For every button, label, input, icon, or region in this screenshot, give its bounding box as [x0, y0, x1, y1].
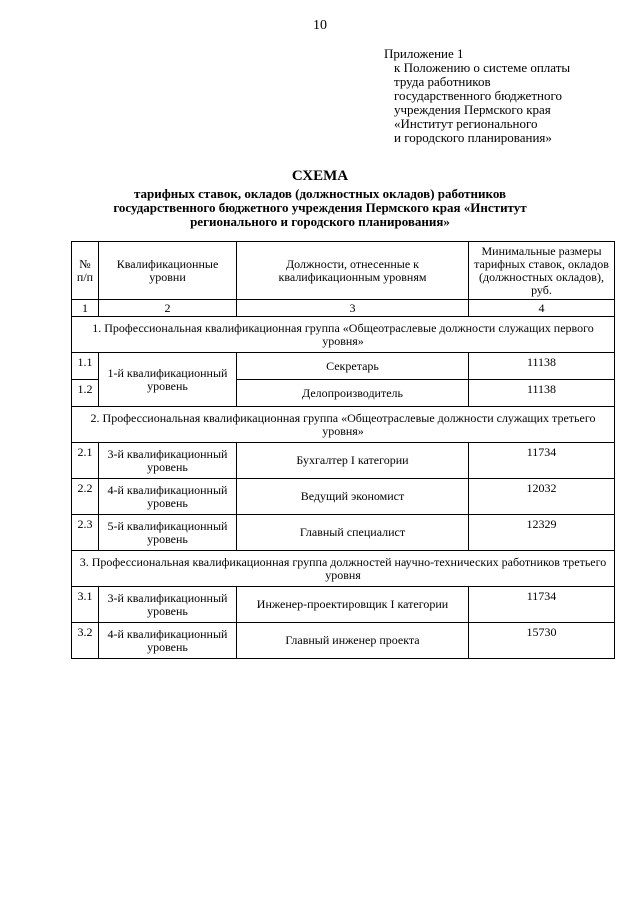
- header-salary: Минимальные размеры тарифных ставок, окладов (должностных окладов), руб.: [469, 242, 615, 300]
- group-title: 2. Профессиональная квалификационная группа «Общеотраслевые должности служащих третьего уровня»: [72, 407, 615, 443]
- appendix-line: государственного бюджетного: [394, 88, 562, 103]
- row-salary: 11138: [469, 353, 615, 380]
- table-header-row: [72, 242, 615, 300]
- subtitle-line: тарифных ставок, окладов (должностных окладов) работников: [133, 186, 507, 201]
- row-number: 1.2: [72, 380, 99, 407]
- table-row: [72, 623, 615, 659]
- table-row: [72, 353, 615, 380]
- row-salary: 15730: [469, 623, 615, 659]
- appendix-line: и городского планирования»: [394, 130, 552, 145]
- appendix-block: [384, 47, 614, 145]
- subtitle-line: регионального и городского планирования»: [190, 214, 450, 229]
- group-title: 1. Профессиональная квалификационная группа «Общеотраслевые должности служащих первого уровня»: [72, 317, 615, 353]
- appendix-line: труда работников: [394, 74, 491, 89]
- row-number: 2.2: [72, 479, 99, 515]
- header-level: Квалификационные уровни: [99, 242, 237, 300]
- row-level: 1-й квалификационный уровень: [99, 353, 237, 407]
- document-subtitle: [60, 187, 580, 229]
- row-position: Ведущий экономист: [237, 479, 469, 515]
- column-number: 4: [469, 300, 615, 317]
- row-level: 3-й квалификационный уровень: [99, 443, 237, 479]
- column-number: 3: [237, 300, 469, 317]
- header-number: № п/п: [72, 242, 99, 300]
- row-number: 3.2: [72, 623, 99, 659]
- appendix-title: Приложение 1: [384, 46, 464, 61]
- appendix-line: «Институт регионального: [394, 116, 538, 131]
- column-number: 1: [72, 300, 99, 317]
- appendix-line: учреждения Пермского края: [394, 102, 551, 117]
- row-position: Инженер-проектировщик I категории: [237, 587, 469, 623]
- row-position: Делопроизводитель: [237, 380, 469, 407]
- row-level: 3-й квалификационный уровень: [99, 587, 237, 623]
- group-row: [72, 317, 615, 353]
- row-salary: 11734: [469, 587, 615, 623]
- header-position: Должности, отнесенные к квалификационным уровням: [237, 242, 469, 300]
- row-number: 2.3: [72, 515, 99, 551]
- row-salary: 12329: [469, 515, 615, 551]
- row-position: Секретарь: [237, 353, 469, 380]
- row-position: Бухгалтер I категории: [237, 443, 469, 479]
- group-title: 3. Профессиональная квалификационная группа должностей научно-технических работников третьего уровня: [72, 551, 615, 587]
- page-number: 10: [313, 18, 327, 33]
- document-title: СХЕМА: [291, 168, 349, 184]
- row-position: Главный инженер проекта: [237, 623, 469, 659]
- appendix-line: к Положению о системе оплаты: [394, 60, 571, 75]
- row-level: 4-й квалификационный уровень: [99, 623, 237, 659]
- subtitle-line: государственного бюджетного учреждения Пермского края «Институт: [113, 200, 527, 215]
- row-number: 1.1: [72, 353, 99, 380]
- table-row: [72, 443, 615, 479]
- table-row: [72, 515, 615, 551]
- row-number: 3.1: [72, 587, 99, 623]
- salary-table: [71, 241, 615, 659]
- row-salary: 11138: [469, 380, 615, 407]
- row-salary: 11734: [469, 443, 615, 479]
- table-row: [72, 587, 615, 623]
- row-level: 4-й квалификационный уровень: [99, 479, 237, 515]
- group-row: [72, 551, 615, 587]
- table-row: [72, 479, 615, 515]
- column-numbers-row: [72, 300, 615, 317]
- row-level: 5-й квалификационный уровень: [99, 515, 237, 551]
- group-row: [72, 407, 615, 443]
- row-number: 2.1: [72, 443, 99, 479]
- column-number: 2: [99, 300, 237, 317]
- row-salary: 12032: [469, 479, 615, 515]
- row-position: Главный специалист: [237, 515, 469, 551]
